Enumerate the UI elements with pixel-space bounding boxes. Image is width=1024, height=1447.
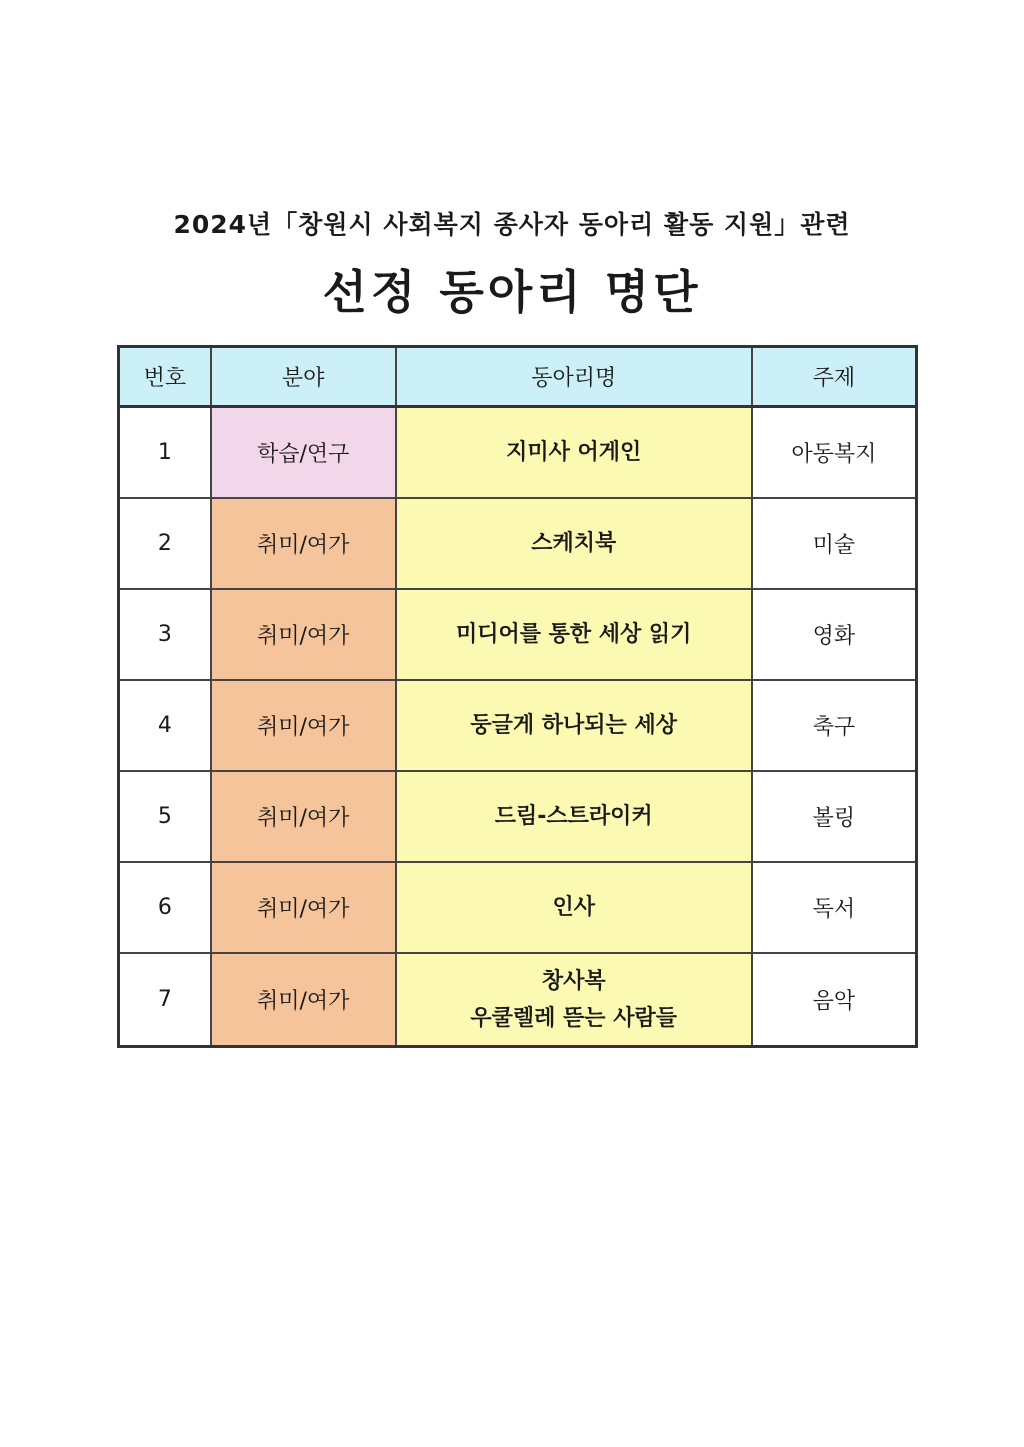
row-number: 6	[119, 862, 211, 953]
row-field: 취미/여가	[211, 589, 396, 680]
selected-clubs-table	[117, 345, 918, 1048]
column-header-club-name: 동아리명	[396, 347, 752, 407]
row-topic: 아동복지	[752, 407, 917, 499]
table-row	[119, 407, 917, 499]
row-topic: 영화	[752, 589, 917, 680]
row-field: 취미/여가	[211, 953, 396, 1047]
row-field: 취미/여가	[211, 498, 396, 589]
club-name-line: 미디어를 통한 세상 읽기	[455, 622, 692, 647]
row-club-name	[396, 589, 752, 680]
table-row	[119, 589, 917, 680]
row-field: 취미/여가	[211, 680, 396, 771]
row-field: 취미/여가	[211, 862, 396, 953]
club-name-line: 지미사 어게인	[506, 440, 642, 465]
row-topic: 축구	[752, 680, 917, 771]
table-row	[119, 771, 917, 862]
row-field: 취미/여가	[211, 771, 396, 862]
row-number: 4	[119, 680, 211, 771]
row-number: 1	[119, 407, 211, 499]
club-name-line: 스케치북	[531, 531, 617, 556]
column-header-number: 번호	[119, 347, 211, 407]
row-club-name	[396, 680, 752, 771]
table-row	[119, 498, 917, 589]
row-topic: 볼링	[752, 771, 917, 862]
row-topic: 미술	[752, 498, 917, 589]
row-topic: 음악	[752, 953, 917, 1047]
row-club-name	[396, 862, 752, 953]
club-name-line: 드림-스트라이커	[494, 804, 653, 829]
club-name-line: 둥글게 하나되는 세상	[470, 713, 677, 738]
row-club-name	[396, 407, 752, 499]
table-row	[119, 953, 917, 1047]
row-number: 5	[119, 771, 211, 862]
column-header-field: 분야	[211, 347, 396, 407]
row-club-name	[396, 771, 752, 862]
row-field: 학습/연구	[211, 407, 396, 499]
row-number: 2	[119, 498, 211, 589]
row-topic: 독서	[752, 862, 917, 953]
table-row	[119, 862, 917, 953]
table-row	[119, 680, 917, 771]
club-name-line: 인사	[552, 895, 595, 920]
document-subtitle: 2024년「창원시 사회복지 종사자 동아리 활동 지원」관련	[173, 210, 851, 239]
row-number: 3	[119, 589, 211, 680]
table-header-row	[119, 347, 917, 407]
row-number: 7	[119, 953, 211, 1047]
row-club-name	[396, 498, 752, 589]
column-header-topic: 주제	[752, 347, 917, 407]
club-name-line: 우쿨렐레 뜯는 사람들	[470, 1005, 677, 1031]
club-name-line: 창사복	[541, 968, 606, 994]
row-club-name	[396, 953, 752, 1047]
document-title: 선정 동아리 명단	[322, 265, 702, 319]
